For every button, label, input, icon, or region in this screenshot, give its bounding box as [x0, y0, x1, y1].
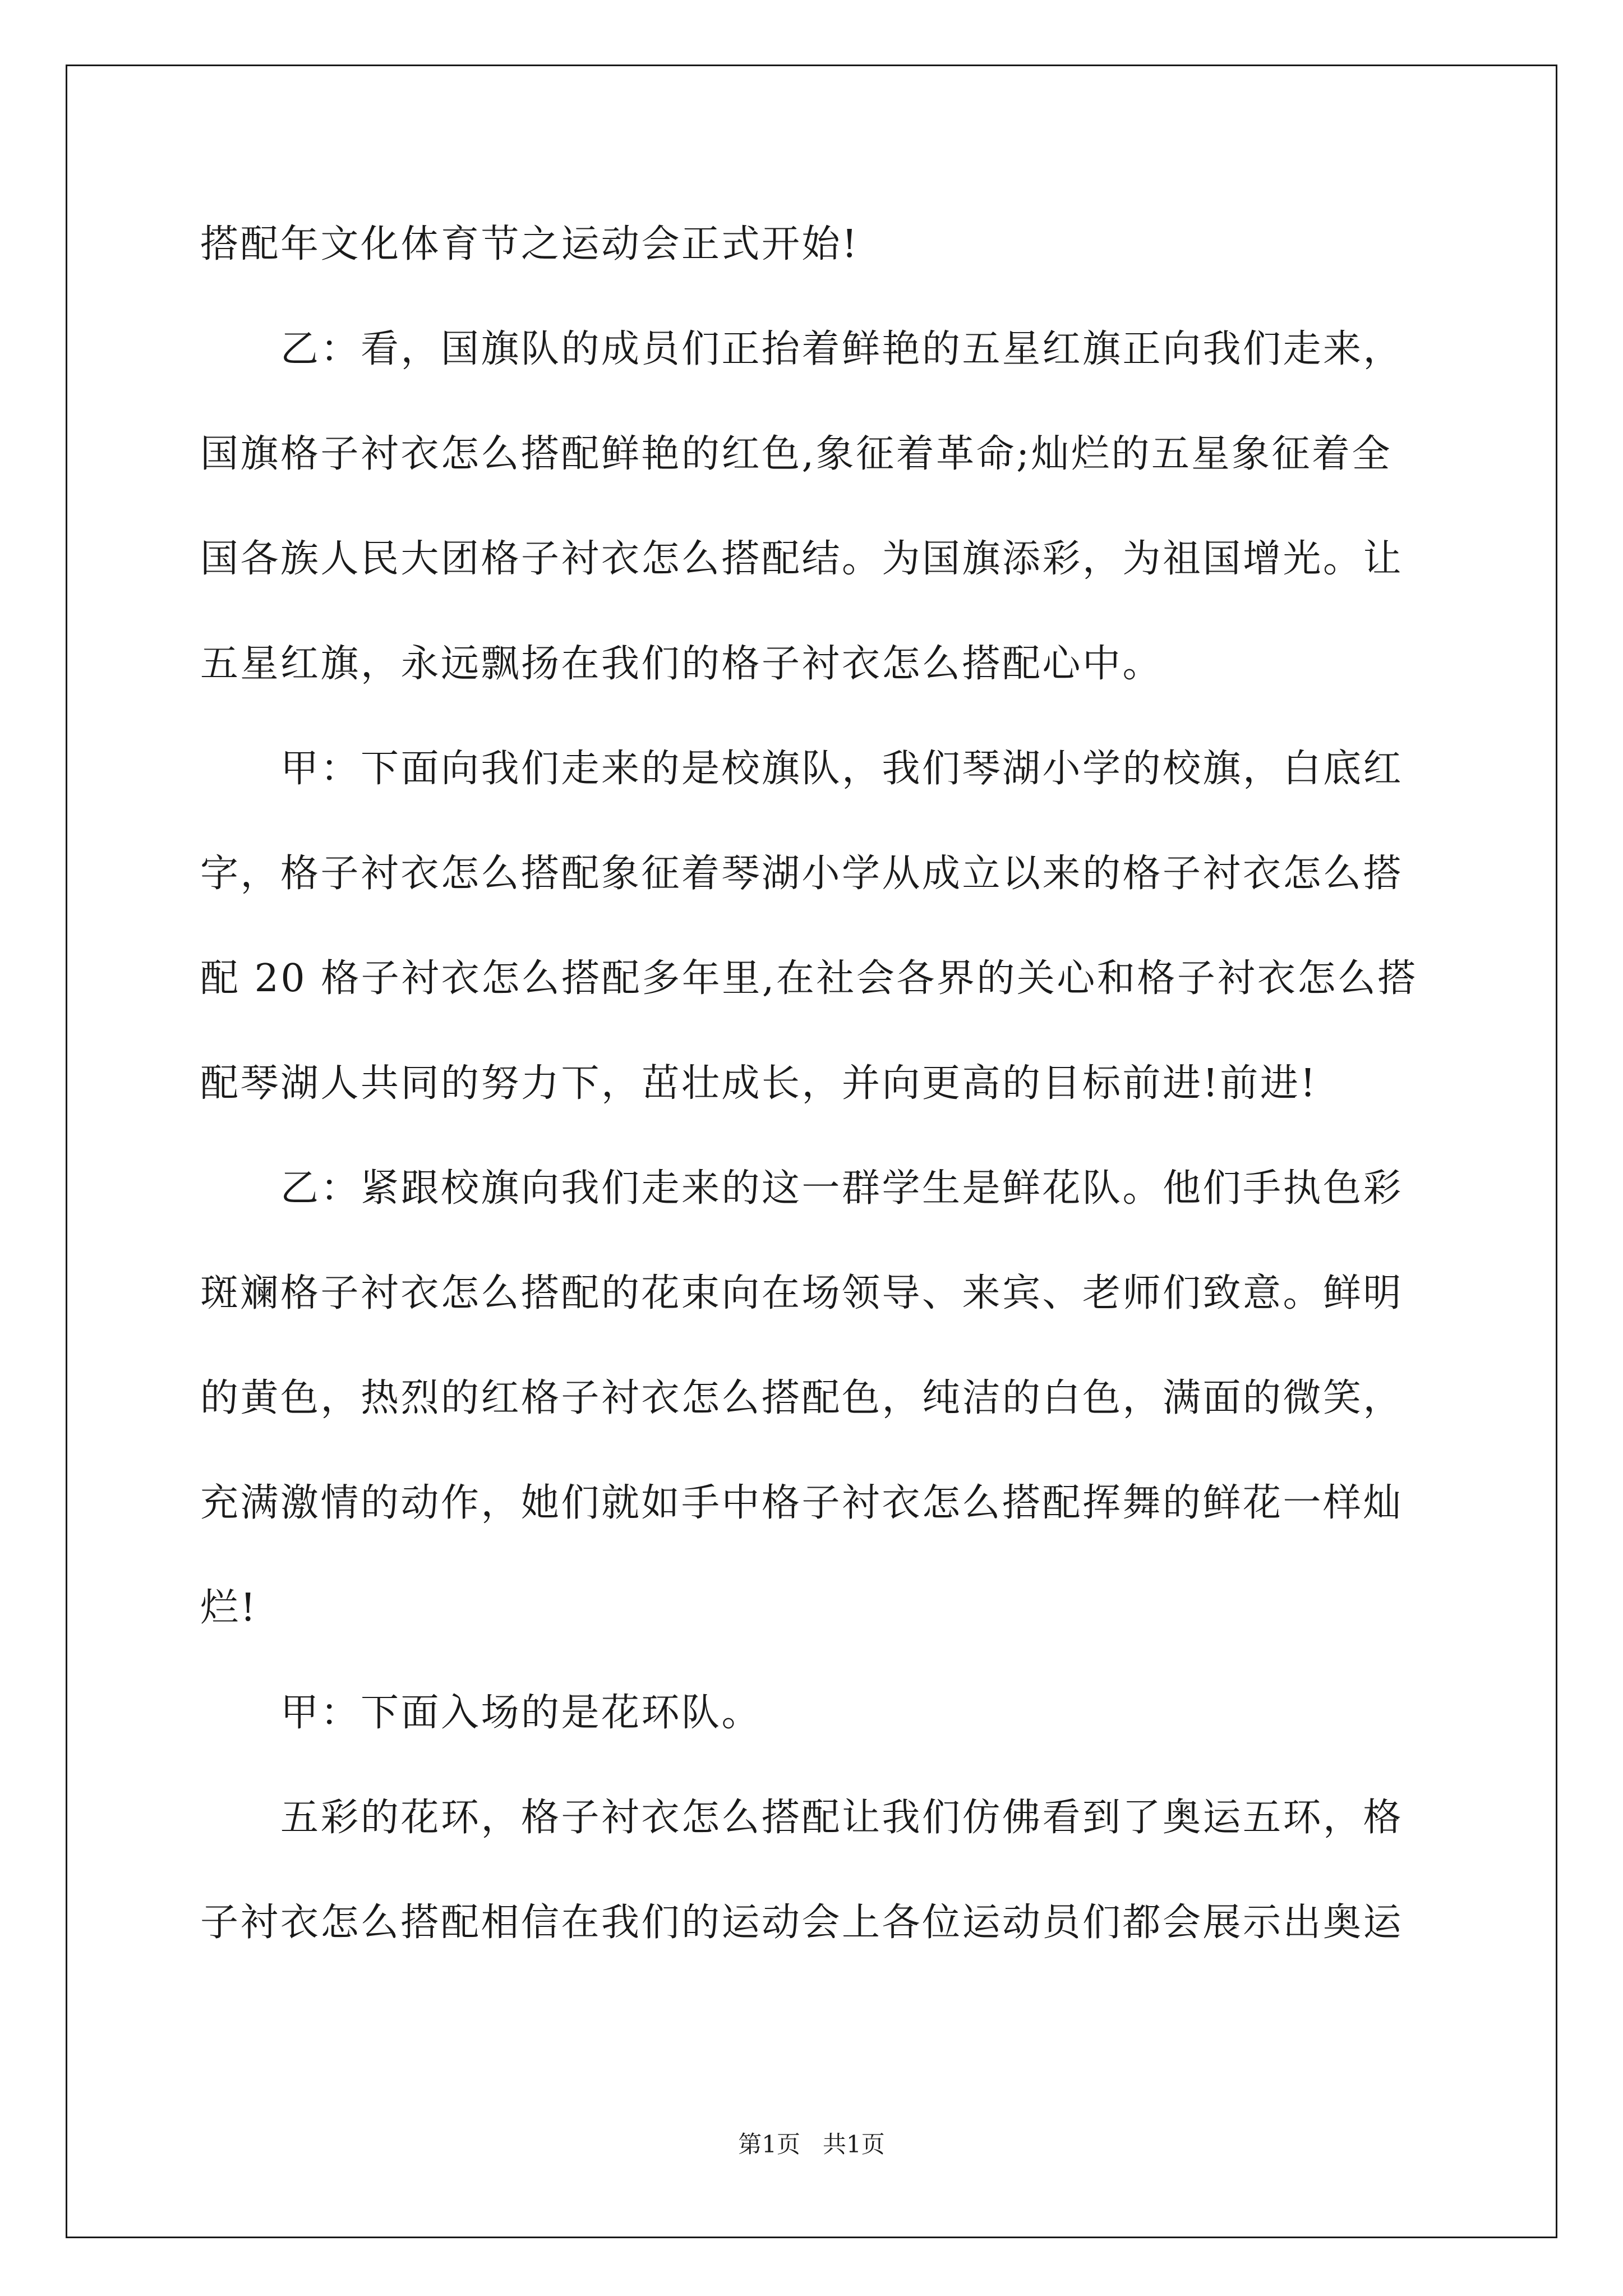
text-line-12: 的黄色，热烈的红格子衬衣怎么搭配色，纯洁的白色，满面的微笑， — [200, 1376, 1404, 1420]
text-line-3: 国旗格子衬衣怎么搭配鲜艳的红色,象征着革命;灿烂的五星象征着全 — [200, 432, 1393, 476]
text-line-8: 配 20 格子衬衣怎么搭配多年里,在社会各界的关心和格子衬衣怎么搭 — [200, 956, 1418, 1001]
text-line-7: 字，格子衬衣怎么搭配象征着琴湖小学从成立以来的格子衬衣怎么搭 — [200, 852, 1404, 896]
text-line-1: 搭配年文化体育节之运动会正式开始! — [200, 222, 859, 266]
text-line-9: 配琴湖人共同的努力下，茁壮成长，并向更高的目标前进!前进! — [200, 1061, 1318, 1106]
text-line-16: 五彩的花环，格子衬衣怎么搭配让我们仿佛看到了奥运五环，格 — [280, 1796, 1404, 1840]
text-line-10: 乙：紧跟校旗向我们走来的这一群学生是鲜花队。他们手执色彩 — [280, 1166, 1404, 1211]
text-line-15: 甲：下面入场的是花环队。 — [280, 1691, 762, 1735]
text-line-11: 斑斓格子衬衣怎么搭配的花束向在场领导、来宾、老师们致意。鲜明 — [200, 1271, 1404, 1315]
text-line-14: 烂! — [200, 1586, 258, 1630]
text-line-17: 子衬衣怎么搭配相信在我们的运动会上各位运动员们都会展示出奥运 — [200, 1901, 1404, 1945]
text-line-6: 甲：下面向我们走来的是校旗队，我们琴湖小学的校旗，白底红 — [280, 747, 1404, 791]
text-line-2: 乙：看，国旗队的成员们正抬着鲜艳的五星红旗正向我们走来， — [280, 327, 1404, 371]
page-footer: 第1页 共1页 — [738, 2131, 885, 2158]
text-line-13: 充满激情的动作，她们就如手中格子衬衣怎么搭配挥舞的鲜花一样灿 — [200, 1481, 1404, 1525]
text-line-4: 国各族人民大团格子衬衣怎么搭配结。为国旗添彩，为祖国增光。让 — [200, 537, 1404, 581]
text-line-5: 五星红旗，永远飘扬在我们的格子衬衣怎么搭配心中。 — [200, 642, 1163, 686]
